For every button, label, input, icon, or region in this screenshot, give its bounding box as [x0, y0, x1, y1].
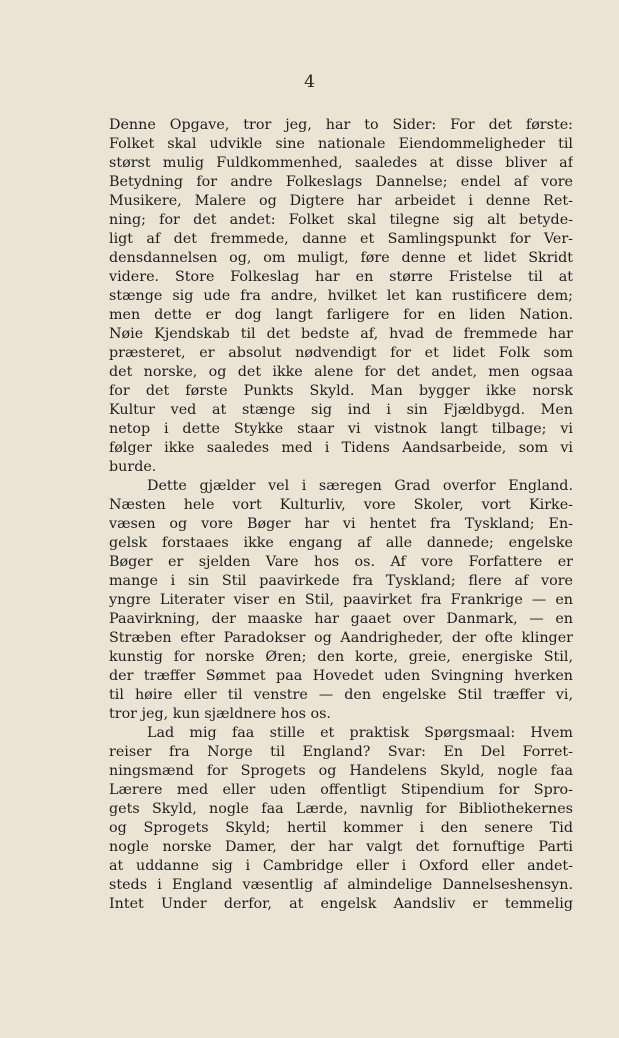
text-line: Kultur ved at stænge sig ind i sin Fjældbygd. Men [109, 402, 573, 418]
text-line: Næsten hele vort Kulturliv, vore Skoler, vort Kirke- [109, 497, 573, 513]
text-line: størst mulig Fuldkommenhed, saaledes at disse bliver af [109, 155, 573, 171]
text-line: men dette er dog langt farligere for en liden Nation. [109, 307, 573, 323]
text-line: ligt af det fremmede, danne et Samlingspunkt for Ver- [109, 231, 573, 247]
page-number: 4 [304, 72, 315, 92]
text-line: ningsmænd for Sprogets og Handelens Skyld, nogle faa [109, 763, 573, 779]
text-line: væsen og vore Bøger har vi hentet fra Tyskland; En- [109, 516, 573, 532]
text-line: Musikere, Malere og Digtere har arbeidet i denne Ret- [109, 193, 573, 209]
text-line: Folket skal udvikle sine nationale Eiendommeligheder til [109, 136, 573, 152]
body-text [109, 116, 573, 914]
text-line: Dette gjælder vel i særegen Grad overfor England. [147, 478, 573, 494]
text-line: kunstig for norske Øren; den korte, greie, energiske Stil, [109, 649, 573, 665]
text-line: Nøie Kjendskab til det bedste af, hvad de fremmede har [109, 326, 573, 342]
text-line: mange i sin Stil paavirkede fra Tyskland; flere af vore [109, 573, 573, 589]
text-line: burde. [109, 459, 157, 475]
text-line: stænge sig ude fra andre, hvilket let kan rustificere dem; [109, 288, 573, 304]
text-line: ning; for det andet: Folket skal tilegne sig alt betyde- [109, 212, 573, 228]
text-line: der træffer Sømmet paa Hovedet uden Svingning hverken [109, 668, 573, 684]
text-line: Paavirkning, der maaske har gaaet over Danmark, — en [109, 611, 573, 627]
text-line: netop i dette Stykke staar vi vistnok langt tilbage; vi [109, 421, 573, 437]
text-line: til høire eller til venstre — den engelske Stil træffer vi, [109, 687, 573, 703]
text-line: Denne Opgave, tror jeg, har to Sider: For det første: [109, 117, 573, 133]
text-line: Lad mig faa stille et praktisk Spørgsmaal: Hvem [147, 725, 573, 741]
text-line: reiser fra Norge til England? Svar: En Del Forret- [109, 744, 573, 760]
text-line: Betydning for andre Folkeslags Dannelse; endel af vore [109, 174, 573, 190]
text-line: videre. Store Folkeslag har en større Fristelse til at [109, 269, 573, 285]
text-line: præsteret, er absolut nødvendigt for et lidet Folk som [109, 345, 573, 361]
text-line: gets Skyld, nogle faa Lærde, navnlig for Bibliothekernes [109, 801, 573, 817]
text-line: Lærere med eller uden offentligt Stipendium for Spro- [109, 782, 573, 798]
text-line: Stræben efter Paradokser og Aandrigheder, der ofte klinger [109, 630, 573, 646]
text-line: Intet Under derfor, at engelsk Aandsliv er temmelig [109, 896, 573, 912]
text-line: yngre Literater viser en Stil, paavirket fra Frankrige — en [109, 592, 573, 608]
text-line: at uddanne sig i Cambridge eller i Oxford eller andet- [109, 858, 573, 874]
text-line: nogle norske Damer, der har valgt det fornuftige Parti [109, 839, 573, 855]
text-line: tror jeg, kun sjældnere hos os. [109, 706, 331, 722]
text-line: gelsk forstaaes ikke engang af alle dannede; engelske [109, 535, 573, 551]
text-line: densdannelsen og, om muligt, føre denne et lidet Skridt [109, 250, 573, 266]
text-line: for det første Punkts Skyld. Man bygger ikke norsk [109, 383, 573, 399]
text-line: Bøger er sjelden Vare hos os. Af vore Forfattere er [109, 554, 573, 570]
text-line: og Sprogets Skyld; hertil kommer i den senere Tid [109, 820, 573, 836]
text-line: følger ikke saaledes med i Tidens Aandsarbeide, som vi [109, 440, 573, 456]
text-line: steds i England væsentlig af almindelige Dannelseshensyn. [109, 877, 573, 893]
text-line: det norske, og det ikke alene for det andet, men ogsaa [109, 364, 573, 380]
